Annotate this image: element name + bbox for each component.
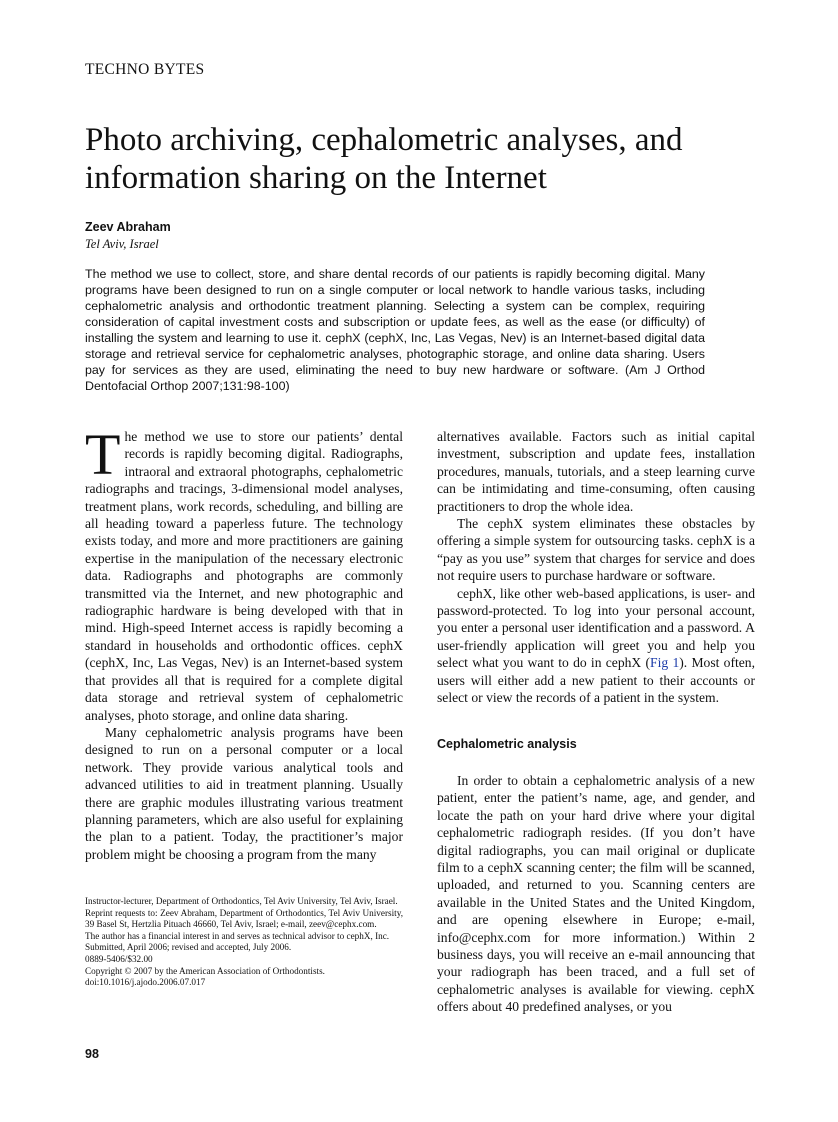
abstract: The method we use to collect, store, and share dental records of our patients is rapidly becoming digital. Many programs have been designed to run on a single computer or local network to handle various tasks, including cephalometric analysis and orthodontic treatment planning. Selecting a system can be complex, requiring consideration of capital investment costs and subscription or update fees, as well as the ease (or difficulty) of installing the system and learning to use it. cephX (cephX, Inc, Las Vegas, Nev) is an Internet-based digital data storage and retrieval service for cephalometric analyses, photographic storage, and online data sharing. Users pay for services as they are used, eliminating the need to buy new hardware or software. (Am J Orthod Dentofacial Orthop 2007;131:98-100) (85, 267, 705, 393)
body-paragraph: alternatives available. Factors such as initial capital investment, subscription and update fees, installation procedures, manuals, tutorials, and a steep learning curve can be intimidating and time-consuming, often causing practitioners to drop the whole idea. (437, 429, 755, 514)
body-paragraph: The cephX system eliminates these obstacles by offering a simple system for outsourcing tasks. cephX is a “pay as you use” system that charges for service and does not require users to purchase hardware or software. (437, 516, 755, 584)
left-column (85, 422, 403, 863)
footnote-copyright: Copyright © 2007 by the American Association of Orthodontists. (85, 965, 325, 976)
footnotes (85, 896, 403, 989)
intro-paragraph (85, 422, 403, 724)
section-heading: Cephalometric analysis (437, 736, 577, 751)
footnote-doi: doi:10.1016/j.ajodo.2006.07.017 (85, 977, 206, 988)
body-paragraph: Many cephalometric analysis programs have been designed to run on a personal computer or a local network. They provide various analytical tools and advanced utilities to aid in treatment planning. Usually there are graphic modules illustrating various treatment planning parameters, which are also useful for explaining the plan to a patient. Today, the practitioner’s major problem might be choosing a program from the many (85, 724, 403, 862)
body-paragraph (437, 585, 755, 707)
author-affiliation: Tel Aviv, Israel (85, 237, 159, 251)
paragraph-text: ). Most often, users will either add a new patient to their accounts or select or view the records of a patient in the system. (437, 655, 755, 706)
body-paragraph: In order to obtain a cephalometric analysis of a new patient, enter the patient’s name, age, and gender, and locate the path on your hard drive where your digital cephalometric radiograph resides. (If you don’t have digital radiographs, you can mail original or duplicate film to a cephX scanning center; the film will be scanned, uploaded, and returned to you. Scanning centers are available in the United States and the United Kingdom, and are opening elsewhere in Europe; e-mail, info@cephx.com for more information.) Within 2 business days, you will receive an e-mail announcing that your radiograph has been traced, and a full set of cephalometric analyses is available for viewing. cephX offers about 40 predefined analyses, or you (437, 772, 755, 1015)
section-label: TECHNO BYTES (85, 61, 205, 78)
paragraph-text: cephX, like other web-based applications, is user- and password-protected. To log into your personal account, you enter a personal user identification and a password. A user-friendly application will greet you and help you select what you want to do in cephX ( (437, 585, 755, 671)
right-column (437, 428, 755, 1016)
footnote-interest: The author has a financial interest in and serves as technical advisor to cephX, Inc. (85, 930, 390, 941)
article-title: Photo archiving, cephalometric analyses, and information sharing on the Internet (85, 122, 683, 196)
intro-text: he method we use to store our patients’ dental records is rapidly becoming digital. Radiographs, intraoral and extraoral photographs, cephalometric radiographs and tracings, 3-dimensional model analyses, treatment plans, work records, scheduling, and billing are all heading toward a paperless future. The technology exists today, and more and more practitioners are gaining expertise in the manipulation of the necessary electronic data. Radiographs and photographs are commonly transmitted via the Internet, and new photographic and radiographic hardware is being developed with that in mind. High-speed Internet access is rapidly becoming a standard in households and orthodontic offices. cephX (cephX, Inc, Las Vegas, Nev) is an Internet-based system that provides all that is required for a complete digital data storage and retrieval system of cephalometric analyses, photo storage, and online data sharing. (85, 429, 403, 723)
drop-cap: T (85, 422, 121, 487)
footnote-position: Instructor-lecturer, Department of Orthodontics, Tel Aviv University, Tel Aviv, Israel. (85, 896, 398, 906)
footnote-submitted: Submitted, April 2006; revised and accepted, July 2006. (85, 942, 292, 953)
footnote-price: 0889-5406/$32.00 (85, 953, 153, 964)
author-name: Zeev Abraham (85, 220, 171, 234)
figure-1-link[interactable]: Fig 1 (650, 655, 680, 671)
page-number: 98 (85, 1047, 99, 1061)
footnote-reprint: Reprint requests to: Zeev Abraham, Department of Orthodontics, Tel Aviv University, 39 Basel St, Hertzlia Pituach 46660, Tel Aviv, Israel; e-mail, zeev@cephx.com. (85, 907, 403, 930)
